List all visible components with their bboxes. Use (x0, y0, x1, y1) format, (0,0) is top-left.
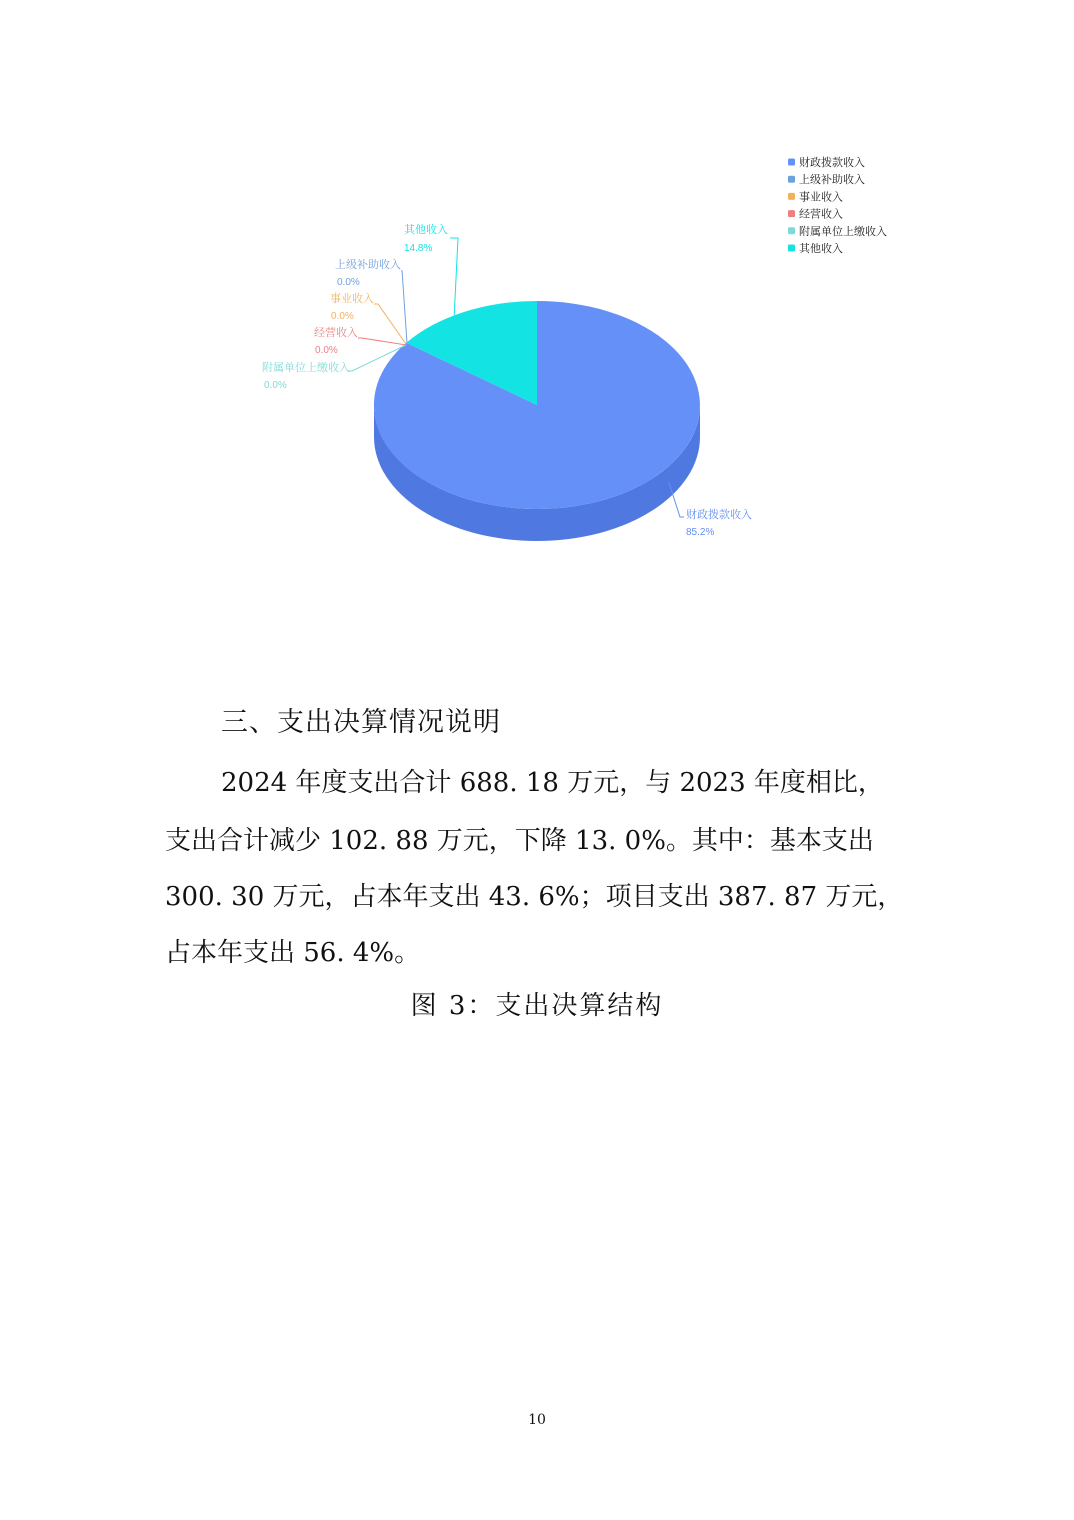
legend-label: 事业收入 (799, 191, 843, 204)
figure-caption: 图 3：支出决算结构 (410, 991, 664, 1021)
leader-line (450, 238, 458, 315)
legend-swatch (788, 176, 795, 183)
slice-value-label: 0.0% (264, 380, 287, 391)
legend-label: 经营收入 (799, 208, 843, 221)
legend-swatch (788, 227, 795, 234)
slice-label: 上级补助收入 (335, 259, 401, 271)
slice-label: 经营收入 (314, 327, 358, 339)
legend-swatch (788, 159, 795, 166)
leader-line (374, 304, 406, 344)
slice-label: 事业收入 (330, 293, 374, 305)
legend-swatch (788, 245, 795, 252)
section-heading: 三、支出决算情况说明 (221, 707, 501, 738)
legend-swatch (788, 210, 795, 217)
slice-value-label: 0.0% (331, 311, 354, 322)
leader-line (358, 338, 406, 345)
legend-swatch (788, 193, 795, 200)
paragraph-line: 2024 年度支出合计 688. 18 万元，与 2023 年度相比， (221, 768, 884, 798)
slice-value-label: 0.0% (315, 345, 338, 356)
revenue-pie-chart (0, 0, 1074, 600)
paragraph-line: 支出合计减少 102. 88 万元，下降 13. 0%。其中：基本支出 (165, 826, 874, 856)
paragraph-line: 300. 30 万元，占本年支出 43. 6%；项目支出 387. 87 万元， (165, 882, 904, 912)
slice-value-label: 0.0% (337, 277, 360, 288)
leader-line (402, 270, 407, 343)
legend-label: 上级补助收入 (799, 174, 865, 187)
slice-value-label: 85.2% (686, 527, 715, 538)
page-number: 10 (528, 1412, 546, 1428)
slice-label: 财政拨款收入 (686, 509, 752, 521)
paragraph-line: 占本年支出 56. 4%。 (165, 938, 421, 968)
legend-label: 财政拨款收入 (799, 157, 865, 169)
slice-label: 其他收入 (404, 224, 448, 236)
legend-label: 其他收入 (799, 243, 843, 255)
slice-label: 附属单位上缴收入 (262, 362, 350, 374)
slice-value-label: 14.8% (404, 243, 433, 254)
legend-label: 附属单位上缴收入 (799, 225, 887, 238)
